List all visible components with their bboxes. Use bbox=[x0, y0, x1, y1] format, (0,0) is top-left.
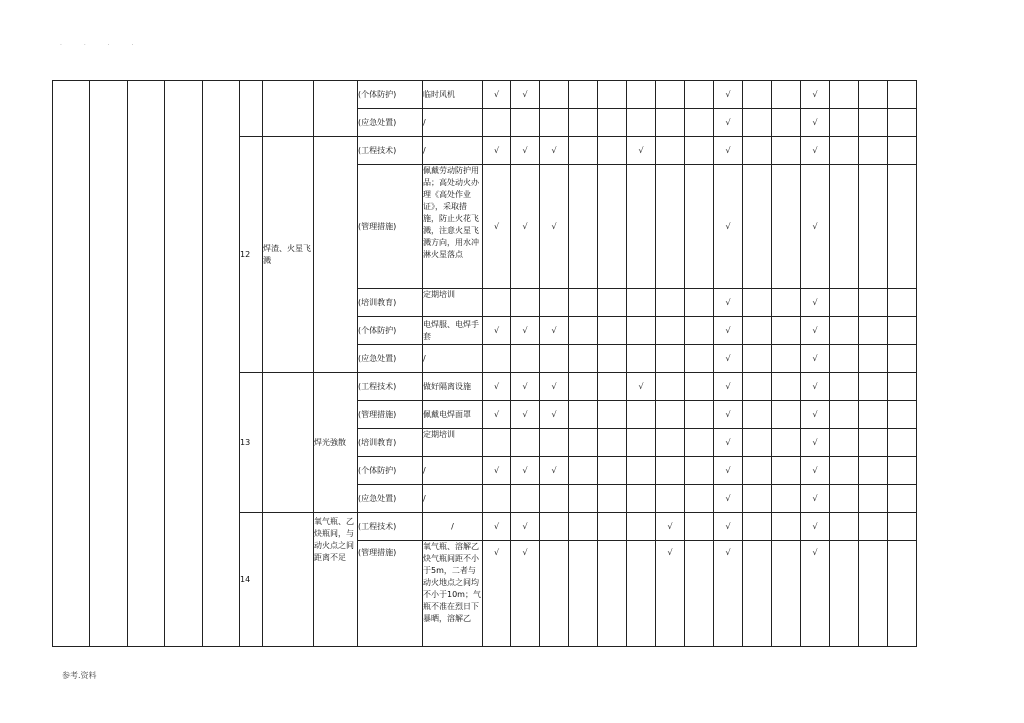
empty-check-cell bbox=[743, 165, 772, 289]
check-mark: √ bbox=[801, 165, 830, 289]
empty-check-cell bbox=[830, 165, 859, 289]
empty-check-cell bbox=[569, 429, 598, 457]
empty-check-cell bbox=[888, 289, 917, 317]
check-mark: √ bbox=[511, 373, 540, 401]
measure-text: 定期培训 bbox=[423, 429, 483, 457]
empty-check-cell bbox=[859, 317, 888, 345]
blank-column-1 bbox=[53, 81, 90, 647]
check-mark: √ bbox=[511, 541, 540, 647]
empty-check-cell bbox=[598, 289, 627, 317]
empty-check-cell bbox=[627, 457, 656, 485]
row-number: 12 bbox=[240, 137, 263, 373]
empty-check-cell bbox=[598, 317, 627, 345]
empty-check-cell bbox=[598, 429, 627, 457]
empty-check-cell bbox=[685, 373, 714, 401]
measure-text: / bbox=[423, 109, 483, 137]
empty-check-cell bbox=[511, 289, 540, 317]
empty-check-cell bbox=[772, 513, 801, 541]
empty-check-cell bbox=[772, 429, 801, 457]
empty-check-cell bbox=[627, 345, 656, 373]
empty-check-cell bbox=[540, 289, 569, 317]
empty-check-cell bbox=[483, 109, 511, 137]
check-mark: √ bbox=[801, 457, 830, 485]
check-mark: √ bbox=[714, 373, 743, 401]
check-mark: √ bbox=[511, 137, 540, 165]
row-number: 13 bbox=[240, 373, 263, 513]
check-mark: √ bbox=[714, 485, 743, 513]
measure-text: 临时风机 bbox=[423, 81, 483, 109]
measure-category: (培训教育) bbox=[358, 429, 423, 457]
empty-check-cell bbox=[830, 485, 859, 513]
empty-check-cell bbox=[772, 109, 801, 137]
empty-check-cell bbox=[685, 541, 714, 647]
empty-check-cell bbox=[859, 429, 888, 457]
empty-check-cell bbox=[830, 429, 859, 457]
empty-check-cell bbox=[569, 345, 598, 373]
empty-check-cell bbox=[743, 81, 772, 109]
hazard-cell bbox=[263, 81, 314, 137]
check-mark: √ bbox=[714, 541, 743, 647]
empty-check-cell bbox=[859, 137, 888, 165]
empty-check-cell bbox=[627, 165, 656, 289]
measure-category: (个体防护) bbox=[358, 317, 423, 345]
empty-check-cell bbox=[569, 485, 598, 513]
check-mark: √ bbox=[714, 513, 743, 541]
measure-category: (管理措施) bbox=[358, 165, 423, 289]
empty-check-cell bbox=[483, 289, 511, 317]
measure-text: / bbox=[423, 513, 483, 541]
empty-check-cell bbox=[540, 345, 569, 373]
check-mark: √ bbox=[483, 81, 511, 109]
empty-check-cell bbox=[743, 137, 772, 165]
check-mark: √ bbox=[801, 485, 830, 513]
check-mark: √ bbox=[714, 165, 743, 289]
check-mark: √ bbox=[511, 165, 540, 289]
empty-check-cell bbox=[772, 345, 801, 373]
check-mark: √ bbox=[483, 373, 511, 401]
empty-check-cell bbox=[656, 317, 685, 345]
hazard-spacer bbox=[263, 513, 314, 647]
empty-check-cell bbox=[888, 457, 917, 485]
empty-check-cell bbox=[830, 457, 859, 485]
empty-check-cell bbox=[772, 317, 801, 345]
check-mark: √ bbox=[714, 289, 743, 317]
blank-column-4 bbox=[165, 81, 203, 647]
empty-check-cell bbox=[743, 289, 772, 317]
check-mark: √ bbox=[483, 457, 511, 485]
empty-check-cell bbox=[540, 513, 569, 541]
empty-check-cell bbox=[830, 373, 859, 401]
empty-check-cell bbox=[511, 109, 540, 137]
empty-check-cell bbox=[743, 401, 772, 429]
empty-check-cell bbox=[598, 373, 627, 401]
empty-check-cell bbox=[598, 81, 627, 109]
check-mark: √ bbox=[801, 137, 830, 165]
check-mark: √ bbox=[483, 165, 511, 289]
empty-check-cell bbox=[656, 457, 685, 485]
empty-check-cell bbox=[685, 289, 714, 317]
check-mark: √ bbox=[801, 429, 830, 457]
empty-check-cell bbox=[685, 345, 714, 373]
empty-check-cell bbox=[859, 345, 888, 373]
empty-check-cell bbox=[888, 137, 917, 165]
empty-check-cell bbox=[685, 165, 714, 289]
check-mark: √ bbox=[540, 165, 569, 289]
empty-check-cell bbox=[888, 81, 917, 109]
empty-check-cell bbox=[569, 81, 598, 109]
check-mark: √ bbox=[714, 81, 743, 109]
empty-check-cell bbox=[888, 109, 917, 137]
empty-check-cell bbox=[656, 485, 685, 513]
empty-check-cell bbox=[830, 317, 859, 345]
empty-check-cell bbox=[540, 541, 569, 647]
empty-check-cell bbox=[598, 137, 627, 165]
empty-check-cell bbox=[772, 289, 801, 317]
check-mark: √ bbox=[714, 401, 743, 429]
measure-category: (应急处置) bbox=[358, 485, 423, 513]
check-mark: √ bbox=[656, 541, 685, 647]
empty-check-cell bbox=[830, 137, 859, 165]
check-mark: √ bbox=[511, 401, 540, 429]
empty-check-cell bbox=[598, 401, 627, 429]
check-mark: √ bbox=[540, 457, 569, 485]
empty-check-cell bbox=[859, 541, 888, 647]
empty-check-cell bbox=[859, 109, 888, 137]
empty-check-cell bbox=[598, 513, 627, 541]
check-mark: √ bbox=[483, 137, 511, 165]
measure-category: (个体防护) bbox=[358, 457, 423, 485]
check-mark: √ bbox=[801, 401, 830, 429]
empty-check-cell bbox=[598, 345, 627, 373]
check-mark: √ bbox=[483, 401, 511, 429]
empty-check-cell bbox=[772, 457, 801, 485]
empty-check-cell bbox=[627, 401, 656, 429]
measure-category: (应急处置) bbox=[358, 345, 423, 373]
empty-check-cell bbox=[656, 345, 685, 373]
empty-check-cell bbox=[685, 137, 714, 165]
empty-check-cell bbox=[685, 513, 714, 541]
check-mark: √ bbox=[801, 513, 830, 541]
check-mark: √ bbox=[540, 317, 569, 345]
check-mark: √ bbox=[714, 317, 743, 345]
empty-check-cell bbox=[859, 485, 888, 513]
empty-check-cell bbox=[772, 81, 801, 109]
empty-check-cell bbox=[569, 513, 598, 541]
measure-text: / bbox=[423, 137, 483, 165]
check-mark: √ bbox=[627, 373, 656, 401]
measure-text: 佩戴劳动防护用品；高处动火办理《高处作业证》，采取措施，防止火花飞溅，注意火星飞溅方向，用水冲淋火星落点 bbox=[423, 165, 483, 289]
measure-text: 电焊服、电焊手套 bbox=[423, 317, 483, 345]
blank-column-3 bbox=[128, 81, 165, 647]
measure-category: (管理措施) bbox=[358, 401, 423, 429]
measure-category: (工程技术) bbox=[358, 513, 423, 541]
check-mark: √ bbox=[483, 317, 511, 345]
blank-cell bbox=[314, 137, 358, 373]
empty-check-cell bbox=[540, 485, 569, 513]
empty-check-cell bbox=[483, 429, 511, 457]
measure-category: (应急处置) bbox=[358, 109, 423, 137]
empty-check-cell bbox=[685, 317, 714, 345]
empty-check-cell bbox=[685, 429, 714, 457]
empty-check-cell bbox=[569, 109, 598, 137]
empty-check-cell bbox=[888, 541, 917, 647]
empty-check-cell bbox=[540, 429, 569, 457]
check-mark: √ bbox=[511, 513, 540, 541]
empty-check-cell bbox=[569, 401, 598, 429]
empty-check-cell bbox=[772, 137, 801, 165]
empty-check-cell bbox=[569, 289, 598, 317]
measure-text: / bbox=[423, 485, 483, 513]
empty-check-cell bbox=[656, 81, 685, 109]
measure-category: (管理措施) bbox=[358, 541, 423, 647]
empty-check-cell bbox=[627, 513, 656, 541]
empty-check-cell bbox=[888, 513, 917, 541]
page-footer: 参考.资料 bbox=[62, 671, 97, 680]
empty-check-cell bbox=[569, 373, 598, 401]
empty-check-cell bbox=[888, 345, 917, 373]
check-mark: √ bbox=[483, 541, 511, 647]
empty-check-cell bbox=[569, 165, 598, 289]
check-mark: √ bbox=[801, 81, 830, 109]
empty-check-cell bbox=[888, 373, 917, 401]
check-mark: √ bbox=[511, 457, 540, 485]
empty-check-cell bbox=[859, 373, 888, 401]
empty-check-cell bbox=[569, 317, 598, 345]
check-mark: √ bbox=[540, 401, 569, 429]
check-mark: √ bbox=[714, 345, 743, 373]
check-mark: √ bbox=[801, 541, 830, 647]
empty-check-cell bbox=[859, 457, 888, 485]
empty-check-cell bbox=[859, 513, 888, 541]
empty-check-cell bbox=[598, 457, 627, 485]
empty-check-cell bbox=[656, 165, 685, 289]
empty-check-cell bbox=[656, 373, 685, 401]
empty-check-cell bbox=[743, 317, 772, 345]
empty-check-cell bbox=[511, 345, 540, 373]
row-number-cell bbox=[240, 81, 263, 137]
check-mark: √ bbox=[483, 513, 511, 541]
empty-check-cell bbox=[859, 289, 888, 317]
empty-check-cell bbox=[743, 513, 772, 541]
empty-check-cell bbox=[540, 81, 569, 109]
empty-check-cell bbox=[888, 317, 917, 345]
check-mark: √ bbox=[540, 137, 569, 165]
measure-category: (培训教育) bbox=[358, 289, 423, 317]
check-mark: √ bbox=[801, 345, 830, 373]
empty-check-cell bbox=[511, 429, 540, 457]
check-mark: √ bbox=[511, 81, 540, 109]
empty-check-cell bbox=[772, 373, 801, 401]
empty-check-cell bbox=[627, 81, 656, 109]
empty-check-cell bbox=[627, 485, 656, 513]
page-header: . . . . bbox=[60, 40, 144, 47]
empty-check-cell bbox=[627, 317, 656, 345]
measure-text: 佩戴电焊面罩 bbox=[423, 401, 483, 429]
empty-check-cell bbox=[772, 401, 801, 429]
empty-check-cell bbox=[772, 541, 801, 647]
empty-check-cell bbox=[743, 457, 772, 485]
check-mark: √ bbox=[627, 137, 656, 165]
empty-check-cell bbox=[743, 541, 772, 647]
empty-check-cell bbox=[859, 401, 888, 429]
empty-check-cell bbox=[859, 165, 888, 289]
measure-text: / bbox=[423, 457, 483, 485]
hazard-description: 焊渣、火星飞溅 bbox=[263, 137, 314, 373]
empty-check-cell bbox=[598, 541, 627, 647]
empty-check-cell bbox=[830, 345, 859, 373]
measure-category: (个体防护) bbox=[358, 81, 423, 109]
hazard-spacer bbox=[263, 373, 314, 513]
measure-text: / bbox=[423, 345, 483, 373]
empty-check-cell bbox=[888, 429, 917, 457]
check-mark: √ bbox=[801, 109, 830, 137]
empty-check-cell bbox=[888, 401, 917, 429]
empty-check-cell bbox=[685, 81, 714, 109]
empty-check-cell bbox=[598, 485, 627, 513]
measure-text: 氧气瓶、溶解乙炔气瓶间距不小于5m，二者与动火地点之间均不小于10m；气瓶不准在烈日下暴晒，溶解乙 bbox=[423, 541, 483, 647]
empty-check-cell bbox=[772, 485, 801, 513]
check-mark: √ bbox=[540, 373, 569, 401]
empty-check-cell bbox=[656, 401, 685, 429]
check-mark: √ bbox=[714, 457, 743, 485]
empty-check-cell bbox=[830, 513, 859, 541]
empty-check-cell bbox=[888, 165, 917, 289]
empty-check-cell bbox=[511, 485, 540, 513]
empty-check-cell bbox=[830, 81, 859, 109]
check-mark: √ bbox=[656, 513, 685, 541]
empty-check-cell bbox=[888, 485, 917, 513]
empty-check-cell bbox=[685, 109, 714, 137]
measure-category: (工程技术) bbox=[358, 137, 423, 165]
empty-check-cell bbox=[743, 485, 772, 513]
empty-check-cell bbox=[743, 109, 772, 137]
measure-text: 做好隔离设施 bbox=[423, 373, 483, 401]
hazard-description: 氧气瓶、乙炔瓶间，与动火点之间距离不足 bbox=[314, 513, 358, 647]
hazard-description: 焊光強散 bbox=[314, 373, 358, 513]
empty-check-cell bbox=[569, 137, 598, 165]
empty-check-cell bbox=[830, 401, 859, 429]
empty-check-cell bbox=[830, 289, 859, 317]
empty-check-cell bbox=[540, 109, 569, 137]
empty-check-cell bbox=[569, 541, 598, 647]
empty-check-cell bbox=[627, 109, 656, 137]
measure-category: (工程技术) bbox=[358, 373, 423, 401]
empty-check-cell bbox=[483, 345, 511, 373]
check-mark: √ bbox=[511, 317, 540, 345]
empty-check-cell bbox=[743, 345, 772, 373]
check-mark: √ bbox=[714, 109, 743, 137]
check-mark: √ bbox=[801, 317, 830, 345]
check-mark: √ bbox=[801, 373, 830, 401]
empty-check-cell bbox=[685, 401, 714, 429]
blank-column-2 bbox=[90, 81, 128, 647]
measure-text: 定期培训 bbox=[423, 289, 483, 317]
empty-check-cell bbox=[656, 137, 685, 165]
empty-check-cell bbox=[859, 81, 888, 109]
empty-check-cell bbox=[830, 541, 859, 647]
empty-check-cell bbox=[627, 289, 656, 317]
empty-check-cell bbox=[772, 165, 801, 289]
empty-check-cell bbox=[598, 109, 627, 137]
check-mark: √ bbox=[714, 429, 743, 457]
check-mark: √ bbox=[714, 137, 743, 165]
empty-check-cell bbox=[656, 429, 685, 457]
empty-check-cell bbox=[685, 457, 714, 485]
hazard-control-table bbox=[52, 80, 917, 647]
empty-check-cell bbox=[685, 485, 714, 513]
empty-check-cell bbox=[569, 457, 598, 485]
empty-check-cell bbox=[483, 485, 511, 513]
row-number: 14 bbox=[240, 513, 263, 647]
empty-check-cell bbox=[598, 165, 627, 289]
blank-cell bbox=[314, 81, 358, 137]
blank-column-5 bbox=[203, 81, 240, 647]
empty-check-cell bbox=[656, 109, 685, 137]
empty-check-cell bbox=[656, 289, 685, 317]
empty-check-cell bbox=[627, 429, 656, 457]
empty-check-cell bbox=[830, 109, 859, 137]
empty-check-cell bbox=[743, 429, 772, 457]
empty-check-cell bbox=[743, 373, 772, 401]
check-mark: √ bbox=[801, 289, 830, 317]
empty-check-cell bbox=[627, 541, 656, 647]
